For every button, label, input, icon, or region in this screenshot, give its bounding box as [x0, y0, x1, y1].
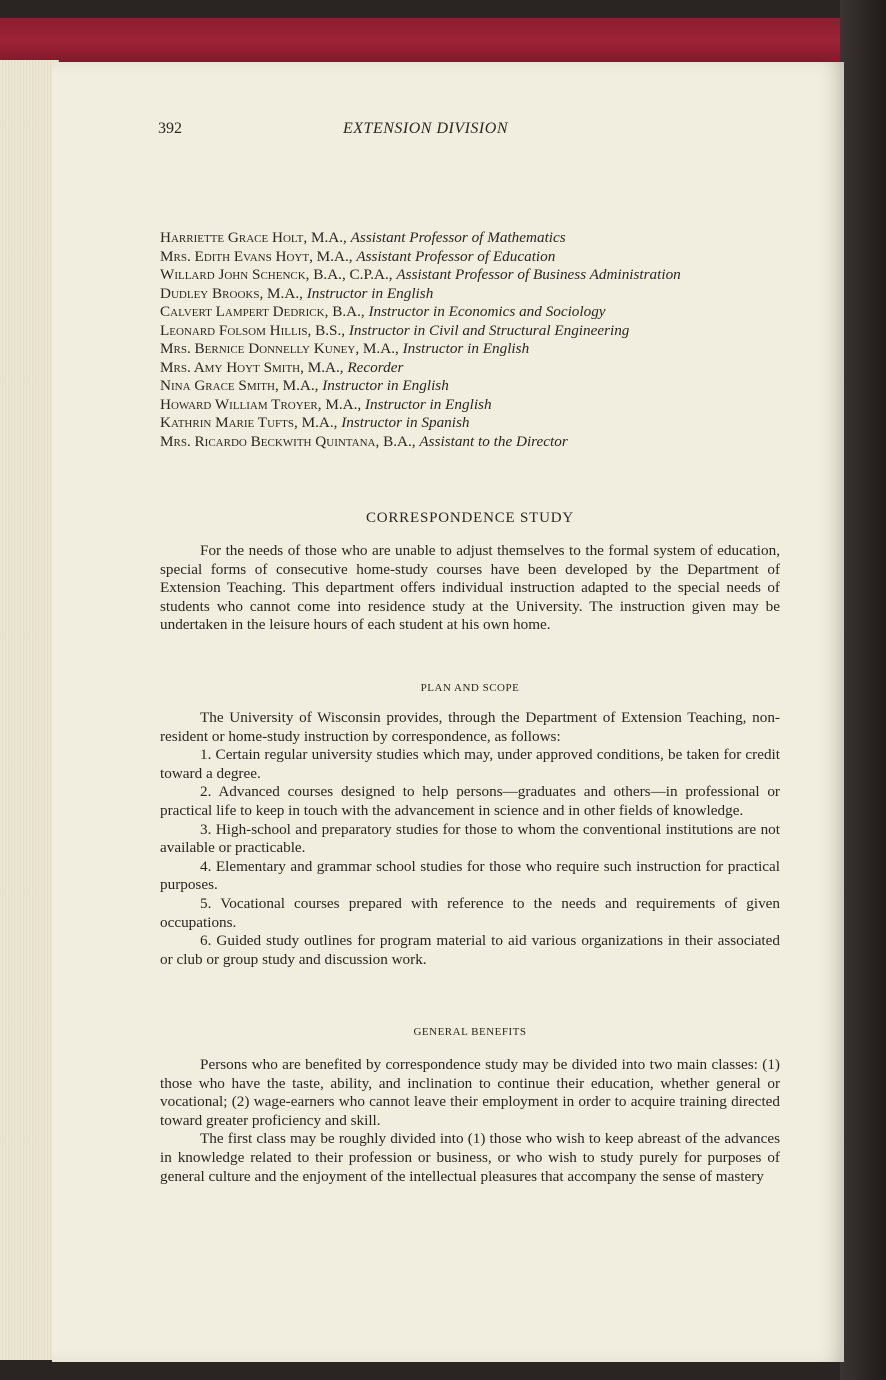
list-item: 3. High-school and preparatory studies for those to whom the conventional institutions are not available or practicable. [160, 820, 780, 857]
staff-list [160, 229, 780, 451]
staff-entry: Harriette Grace Holt, M.A., Assistant Professor of Mathematics [160, 229, 566, 246]
plan-title: PLAN AND SCOPE [420, 682, 520, 694]
intro-paragraph: For the needs of those who are unable to adjust themselves to the formal system of education, special forms of consecutive home-study courses have been developed by the Department of Extension Teaching. This department offers individual instruction adapted to the special needs of students who cannot come into residence study at the University. The instruction given may be undertaken in the leisure hours of each student at his own home. [160, 542, 780, 634]
page-header [158, 120, 583, 144]
staff-entry: Dudley Brooks, M.A., Instructor in English [160, 284, 434, 302]
staff-name: Dudley Brooks [160, 284, 260, 302]
plan-content [160, 709, 780, 969]
staff-name: Mrs. Edith Evans Hoyt [160, 247, 310, 265]
page-number: 392 [158, 120, 182, 137]
benefits-content [160, 1056, 780, 1186]
staff-entry: Leonard Folsom Hillis, B.S., Instructor in Civil and Structural Engineering [160, 321, 630, 339]
staff-name: Mrs. Ricardo Beckwith Quintana [160, 432, 376, 450]
staff-entry: Mrs. Amy Hoyt Smith, M.A., Recorder [160, 358, 404, 376]
running-title: EXTENSION DIVISION [343, 120, 508, 137]
list-item: 6. Guided study outlines for program material to aid various organizations in their associated or club or group study and discussion work. [160, 932, 780, 968]
list-item: 5. Vocational courses prepared with reference to the needs and requirements of given occupations. [160, 894, 780, 931]
staff-name: Nina Grace Smith [160, 377, 275, 394]
staff-name: Mrs. Amy Hoyt Smith [160, 358, 301, 376]
benefits-title: GENERAL BENEFITS [413, 1026, 527, 1038]
book-right-edge [840, 0, 886, 1380]
staff-entry: Mrs. Bernice Donnelly Kuney, M.A., Instructor in English [160, 340, 530, 357]
list-item: 1. Certain regular university studies which may, under approved conditions, be taken for credit toward a degree. [160, 746, 780, 782]
list-item: 4. Elementary and grammar school studies for those who require such instruction for practical purposes. [160, 857, 780, 894]
staff-entry: Mrs. Ricardo Beckwith Quintana, B.A., Assistant to the Director [160, 432, 568, 450]
benefits-paragraph: Persons who are benefited by correspondence study may be divided into two main classes: (1) those who have the taste, ability, and inclination to continue their education, whether general or vocational; (2) wage-earners who cannot leave their employment in order to acquire training directed toward greater proficiency and skill. [160, 1056, 780, 1129]
section-title: CORRESPONDENCE STUDY [365, 510, 575, 526]
list-item: 2. Advanced courses designed to help persons—graduates and others—in professional or practical life to keep in touch with the advancement in science and in other fields of knowledge. [160, 783, 780, 819]
page-leaves [0, 60, 59, 1360]
staff-entry: Mrs. Edith Evans Hoyt, M.A., Assistant Professor of Education [160, 247, 556, 265]
staff-name: Mrs. Bernice Donnelly Kuney [160, 340, 356, 357]
staff-name: Kathrin Marie Tufts [160, 414, 294, 431]
book-spine [0, 18, 886, 68]
benefits-paragraph: The first class may be roughly divided into (1) those who wish to keep abreast of the advances in knowledge related to their profession or business, or who wish to study purely for purposes of general culture and the enjoyment of the intellectual pleasures that accompany the sense of mastery [160, 1130, 780, 1185]
staff-name: Harriette Grace Holt [160, 229, 304, 246]
staff-entry: Calvert Lampert Dedrick, B.A., Instructor in Economics and Sociology [160, 303, 606, 320]
staff-name: Calvert Lampert Dedrick [160, 303, 325, 320]
staff-entry: Kathrin Marie Tufts, M.A., Instructor in Spanish [160, 414, 470, 431]
staff-entry: Howard William Troyer, M.A., Instructor in English [160, 395, 492, 413]
staff-entry: Willard John Schenck, B.A., C.P.A., Assistant Professor of Business Administration [160, 266, 681, 283]
staff-name: Willard John Schenck [160, 266, 306, 283]
plan-intro: The University of Wisconsin provides, through the Department of Extension Teaching, non-resident or home-study instruction by correspondence, as follows: [160, 709, 780, 745]
staff-entry: Nina Grace Smith, M.A., Instructor in English [160, 377, 449, 394]
staff-name: Howard William Troyer [160, 395, 318, 413]
staff-name: Leonard Folsom Hillis [160, 321, 308, 339]
